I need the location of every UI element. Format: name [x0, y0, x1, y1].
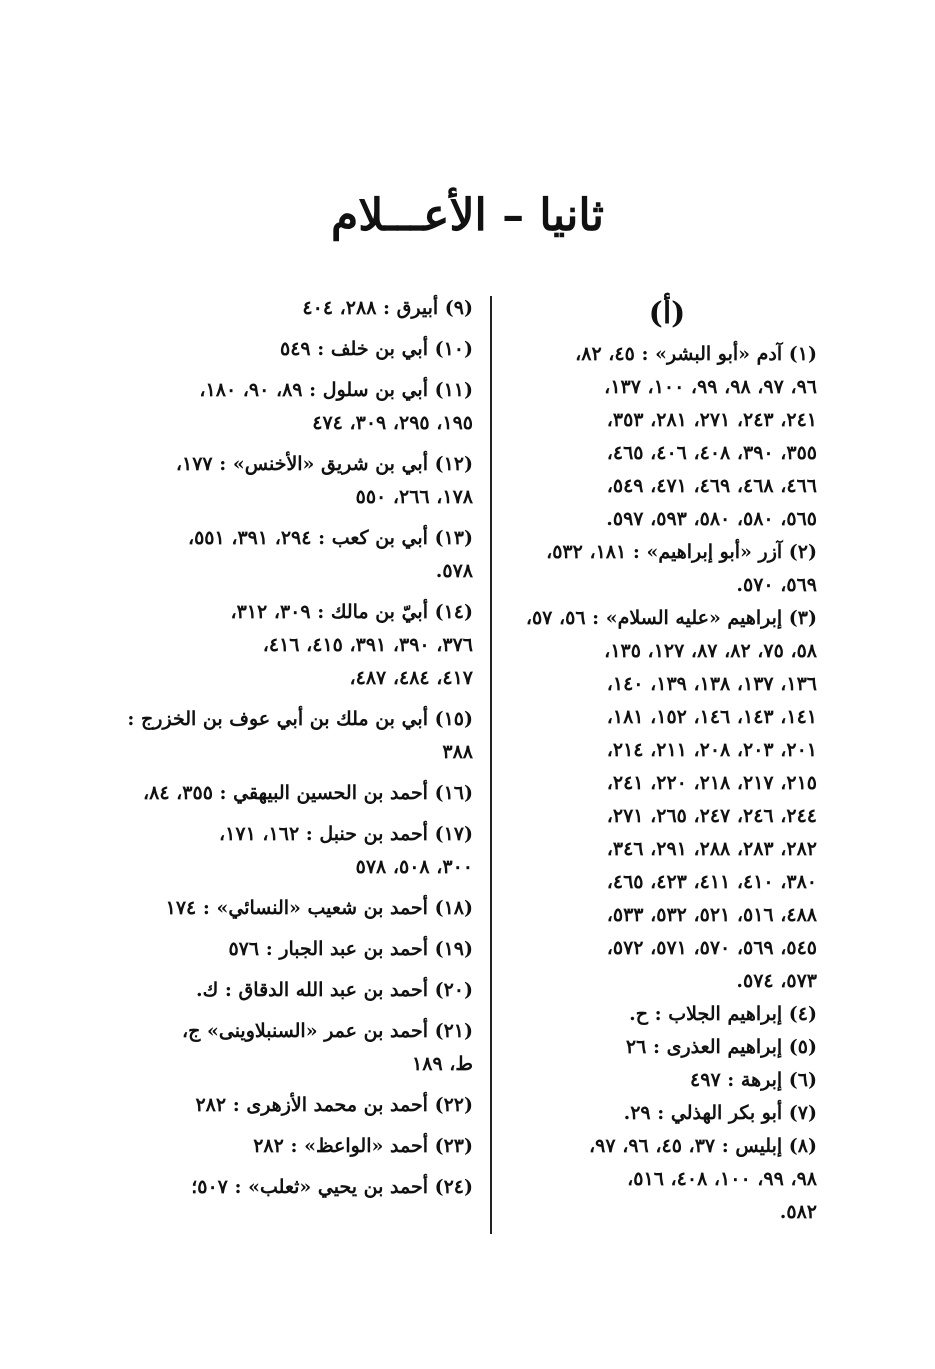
entry-line: ٢٤١، ٢٤٣، ٢٧١، ٢٨١، ٣٥٣،: [606, 409, 817, 431]
entry-line: (٣) إبراهيم «عليه السلام» : ٥٦، ٥٧،: [525, 607, 817, 629]
index-entry: [517, 1064, 817, 1097]
entry-line: (٧) أبو بكر الهذلي : ٢٩.: [623, 1102, 817, 1124]
entry-line: (١٣) أبي بن كعب : ٢٩٤، ٣٩١، ٥٥١،: [187, 527, 473, 549]
entry-line: (١٠) أبي بن خلف : ٥٤٩: [280, 338, 473, 360]
entry-line: ٢٤٤، ٢٤٦، ٢٤٧، ٢٦٥، ٢٧١،: [606, 805, 817, 827]
index-entry: [168, 1130, 473, 1163]
index-entry: [168, 596, 473, 695]
entry-line: ٣٠٠، ٥٠٨، ٥٧٨: [355, 856, 473, 878]
entry-line: ٣٨٠، ٤١٠، ٤١١، ٤٢٣، ٤٦٥،: [606, 871, 817, 893]
entry-line: ١٤١، ١٤٣، ١٤٦، ١٥٢، ١٨١،: [606, 706, 817, 728]
entry-line: ٥٧٨.: [435, 560, 473, 582]
entry-line: (٤) إبراهيم الجلاب : ح.: [629, 1003, 817, 1025]
entry-line: (١٧) أحمد بن حنبل : ١٦٢، ١٧١،: [219, 823, 473, 845]
entry-line: (٢٢) أحمد بن محمد الأزهرى : ٢٨٢: [195, 1094, 473, 1116]
index-entry: [517, 1031, 817, 1064]
index-entry: [517, 1097, 817, 1130]
left-column: [127, 292, 473, 1212]
index-entry: [168, 522, 473, 588]
index-entry: [165, 892, 473, 925]
index-entry: [168, 974, 473, 1007]
entry-line: ٩٨، ٩٩، ١٠٠، ٤٠٨، ٥١٦،: [627, 1168, 817, 1190]
entry-line: ٢٠١، ٢٠٣، ٢٠٨، ٢١١، ٢١٤،: [606, 739, 817, 761]
entry-line: (٩) أبيرق : ٢٨٨، ٤٠٤: [302, 297, 473, 319]
index-entry: [517, 338, 817, 536]
entry-line: (٢٠) أحمد بن عبد الله الدقاق : ك.: [196, 979, 473, 1001]
entry-line: (١٨) أحمد بن شعيب «النسائي» : ١٧٤: [165, 897, 473, 919]
entry-line: ٢٨٢، ٢٨٣، ٢٨٨، ٢٩١، ٣٤٦،: [606, 838, 817, 860]
index-entry: [517, 602, 817, 998]
entry-line: (٢) آزر «أبو إبراهيم» : ١٨١، ٥٣٢،: [546, 541, 817, 563]
entry-line: (٢٣) أحمد «الواعظ» : ٢٨٢: [253, 1135, 473, 1157]
entry-line: ٥٨٢.: [779, 1201, 817, 1223]
entry-line: (١١) أبي بن سلول : ٨٩، ٩٠، ١٨٠،: [199, 379, 473, 401]
entry-line: ٥٧٣، ٥٧٤.: [736, 970, 817, 992]
entry-line: (١٥) أبي بن ملك بن أبي عوف بن الخزرج :: [127, 708, 473, 730]
entry-line: (١٤) أبيّ بن مالك : ٣٠٩، ٣١٢،: [230, 601, 473, 623]
entry-line: ٤٦٦، ٤٦٨، ٤٦٩، ٤٧١، ٥٤٩،: [606, 475, 817, 497]
entry-line: (٨) إبليس : ٣٧، ٤٥، ٩٦، ٩٧،: [589, 1135, 817, 1157]
index-entry: [517, 998, 817, 1031]
index-entry: [127, 703, 473, 769]
right-column-entries: [517, 338, 817, 1229]
entry-line: ٥٦٩، ٥٧٠.: [736, 574, 817, 596]
entry-line: ٢١٥، ٢١٧، ٢١٨، ٢٢٠، ٢٤١،: [606, 772, 817, 794]
index-entry: [168, 292, 473, 325]
index-entry: [168, 1089, 473, 1122]
entry-line: (٢١) أحمد بن عمر «السنبلاوينى» ج،: [181, 1020, 473, 1042]
entry-line: ط، ١٨٩: [412, 1053, 473, 1075]
entry-line: (١٩) أحمد بن عبد الجبار : ٥٧٦: [228, 938, 473, 960]
entry-line: (١٢) أبي بن شريق «الأخنس» : ١٧٧،: [175, 453, 473, 475]
entry-line: ٥٤٥، ٥٦٩، ٥٧٠، ٥٧١، ٥٧٢،: [606, 937, 817, 959]
entry-line: (٦) إبرهة : ٤٩٧: [690, 1069, 817, 1091]
right-column: [517, 292, 817, 1229]
entry-line: (١٦) أحمد بن الحسين البيهقي : ٣٥٥، ٨٤،: [142, 782, 473, 804]
entry-line: ٥٦٥، ٥٨٠، ٥٨٠، ٥٩٣، ٥٩٧.: [606, 508, 817, 530]
left-column-entries: [127, 292, 473, 1204]
index-entry: [168, 933, 473, 966]
page-title: ثانيا – الأعـــلام: [331, 190, 604, 241]
entry-line: ٩٦، ٩٧، ٩٨، ٩٩، ١٠٠، ١٣٧،: [604, 376, 817, 398]
index-entry: [168, 1015, 473, 1081]
entry-line: ٥٨، ٧٥، ٨٢، ٨٧، ١٢٧، ١٣٥،: [604, 640, 817, 662]
entry-line: ٣٧٦، ٣٩٠، ٣٩١، ٤١٥، ٤١٦،: [262, 634, 473, 656]
index-entry: [168, 374, 473, 440]
entry-line: ١٣٦، ١٣٧، ١٣٨، ١٣٩، ١٤٠،: [606, 673, 817, 695]
entry-line: (٢٤) أحمد بن يحيي «ثعلب» : ٥٠٧؛: [191, 1176, 473, 1198]
index-entry: [168, 1171, 473, 1204]
index-entry: [168, 448, 473, 514]
entry-line: ١٩٥، ٢٩٥، ٣٠٩، ٤٧٤: [312, 412, 473, 434]
index-entry: [517, 536, 817, 602]
entry-line: ١٧٨، ٢٦٦، ٥٥٠: [355, 486, 473, 508]
entry-line: ٣٥٥، ٣٩٠، ٤٠٨، ٤٠٦، ٤٦٥،: [606, 442, 817, 464]
column-divider: [490, 296, 492, 1234]
entry-line: ٤٨٨، ٥١٦، ٥٢١، ٥٣٢، ٥٣٣،: [606, 904, 817, 926]
section-letter: (أ): [648, 296, 686, 331]
entry-line: (٥) إبراهيم العذرى : ٢٦: [625, 1036, 817, 1058]
entry-line: ٤١٧، ٤٨٤، ٤٨٧،: [349, 667, 473, 689]
index-entry: [517, 1130, 817, 1229]
index-entry: [168, 818, 473, 884]
index-entry: [142, 777, 473, 810]
entry-line: (١) آدم «أبو البشر» : ٤٥، ٨٢،: [575, 343, 817, 365]
entry-line: ٣٨٨: [442, 741, 473, 763]
index-entry: [168, 333, 473, 366]
